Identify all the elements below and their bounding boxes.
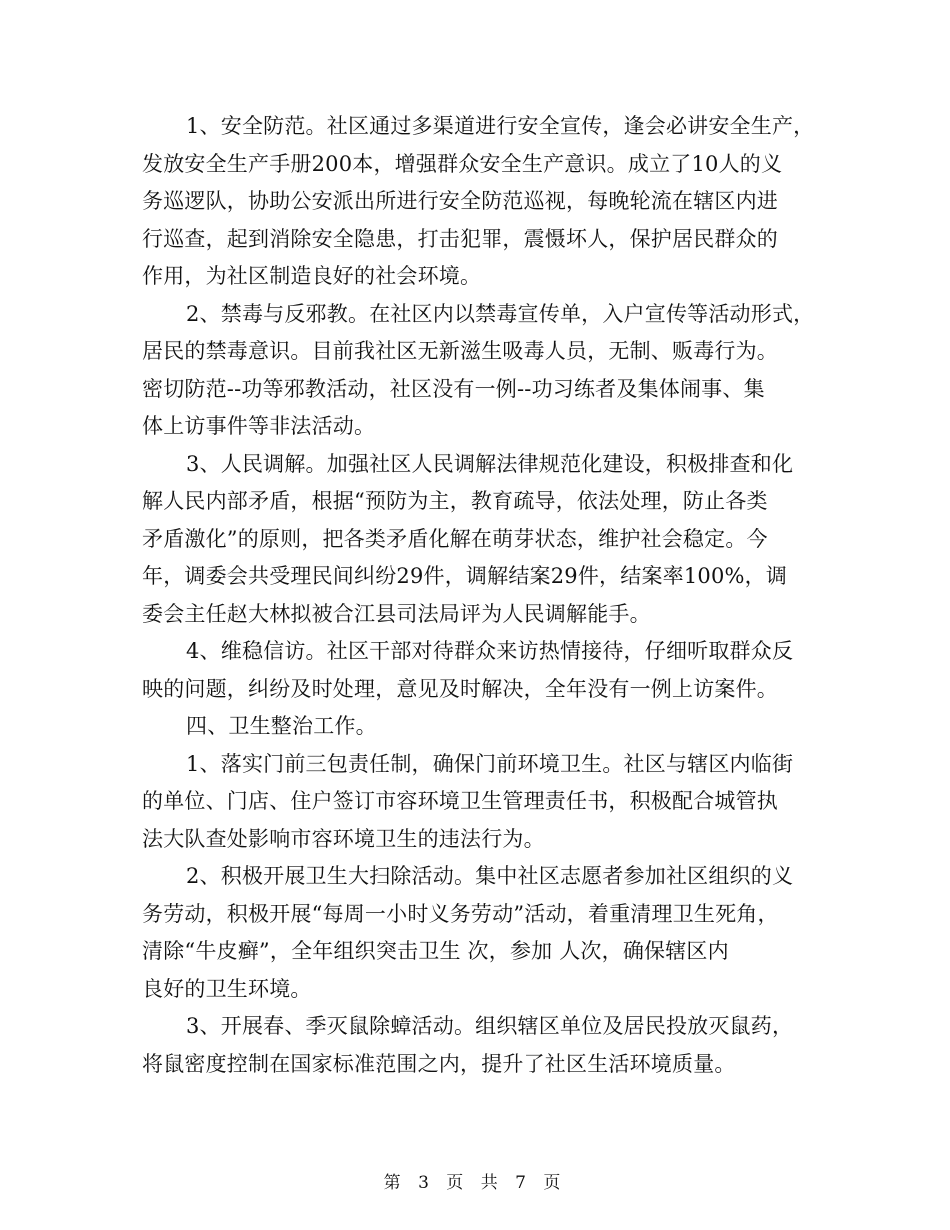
paragraph-line: 3、人民调解。加强社区人民调解法律规范化建设，积极排查和化 — [186, 451, 794, 476]
paragraph-line: 4、维稳信访。社区干部对待群众来访热情接待，仔细听取群众反 — [186, 639, 794, 663]
paragraph-line: 清除“牛皮癣”，全年组织突击卫生 次，参加 人次，确保辖区内 — [142, 939, 729, 963]
document-body — [142, 108, 822, 1083]
page-number-footer: 第 3 页 共 7 页 — [383, 1173, 567, 1193]
paragraph-line: 发放安全生产手册200本，增强群众安全生产意识。成立了10人的义 — [142, 151, 783, 176]
paragraph-line: 体上访事件等非法活动。 — [142, 414, 376, 438]
paragraph-line: 1、落实门前三包责任制，确保门前环境卫生。社区与辖区内临街 — [186, 751, 794, 776]
paragraph-line: 解人民内部矛盾，根据“预防为主，教育疏导，依法处理，防止各类 — [142, 489, 768, 513]
paragraph-line: 2、禁毒与反邪教。在社区内以禁毒宣传单，入户宣传等活动形式， — [186, 301, 815, 326]
paragraph-line: 1、安全防范。社区通过多渠道进行安全宣传，逢会必讲安全生产， — [186, 114, 815, 138]
paragraph-line: 行巡查，起到消除安全隐患，打击犯罪，震慑坏人，保护居民群众的 — [142, 226, 778, 251]
paragraph-line: 矛盾激化”的原则，把各类矛盾化解在萌芽状态，维护社会稳定。今 — [142, 526, 768, 551]
paragraph-line: 法大队查处影响市容环境卫生的违法行为。 — [142, 826, 545, 851]
paragraph-line: 委会主任赵大林拟被合江县司法局评为人民调解能手。 — [142, 601, 651, 626]
paragraph-line: 将鼠密度控制在国家标准范围之内，提升了社区生活环境质量。 — [142, 1051, 736, 1076]
paragraph-line: 务劳动，积极开展“每周一小时义务劳动”活动，着重清理卫生死角， — [142, 901, 779, 926]
paragraph-line: 映的问题，纠纷及时处理，意见及时解决，全年没有一例上访案件。 — [142, 676, 778, 701]
paragraph-line: 居民的禁毒意识。目前我社区无新滋生吸毒人员，无制、贩毒行为。 — [142, 339, 778, 363]
section-heading: 四、卫生整治工作。 — [186, 714, 377, 738]
paragraph-line: 良好的卫生环境。 — [142, 976, 312, 1001]
paragraph-line: 密切防范--功等邪教活动，社区没有一例--功习练者及集体闹事、集 — [142, 376, 765, 401]
paragraph-line: 年，调委会共受理民间纠纷29件，调解结案29件，结案率100%，调 — [142, 564, 788, 588]
paragraph-line: 2、积极开展卫生大扫除活动。集中社区志愿者参加社区组织的义 — [186, 864, 794, 888]
paragraph-line: 的单位、门店、住户签订市容环境卫生管理责任书，积极配合城管执 — [142, 789, 778, 813]
paragraph-line: 3、开展春、季灭鼠除蟑活动。组织辖区单位及居民投放灭鼠药， — [186, 1014, 794, 1038]
paragraph-line: 务巡逻队，协助公安派出所进行安全防范巡视，每晚轮流在辖区内进 — [142, 189, 778, 213]
paragraph-line: 作用，为社区制造良好的社会环境。 — [142, 264, 482, 288]
